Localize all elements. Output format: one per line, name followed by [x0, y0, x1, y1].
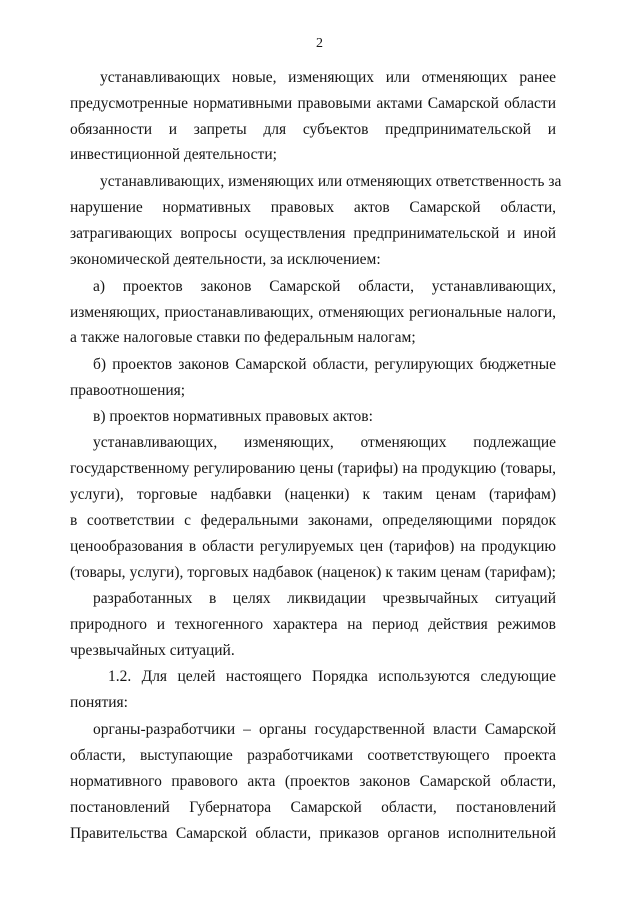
- text-line: нарушение нормативных правовых актов Самарской области,: [70, 199, 556, 216]
- text-line: разработанных в целях ликвидации чрезвычайных ситуаций: [93, 590, 556, 607]
- text-line: обязанности и запреты для субъектов предпринимательской и: [70, 121, 556, 138]
- text-line: постановлений Губернатора Самарской области, постановлений: [70, 799, 556, 816]
- page-number: 2: [316, 36, 323, 51]
- text-line: нормативного правового акта (проектов законов Самарской области,: [70, 773, 556, 790]
- text-line: в соответствии с федеральными законами, определяющими порядок: [70, 512, 556, 529]
- text-line: инвестиционной деятельности;: [70, 146, 277, 163]
- text-line: б) проектов законов Самарской области, регулирующих бюджетные: [93, 356, 556, 373]
- text-line: в) проектов нормативных правовых актов:: [93, 408, 373, 425]
- text-line: 1.2. Для целей настоящего Порядка используются следующие: [108, 668, 556, 685]
- text-line: а) проектов законов Самарской области, устанавливающих,: [93, 278, 556, 295]
- text-line: области, выступающие разработчиками соответствующего проекта: [70, 747, 556, 764]
- text-line: а также налоговые ставки по федеральным налогам;: [70, 329, 416, 346]
- text-line: ценообразования в области регулируемых цен (тарифов) на продукцию: [70, 538, 556, 555]
- text-line: устанавливающих, изменяющих или отменяющих ответственность за: [100, 173, 562, 190]
- text-line: (товары, услуги), торговых надбавок (наценок) к таким ценам (тарифам);: [70, 564, 556, 581]
- text-line: Правительства Самарской области, приказов органов исполнительной: [70, 825, 556, 842]
- text-line: изменяющих, приостанавливающих, отменяющих региональные налоги,: [70, 304, 556, 321]
- text-line: затрагивающих вопросы осуществления предпринимательской и иной: [70, 225, 556, 242]
- text-line: понятия:: [70, 694, 128, 711]
- text-line: органы-разработчики – органы государственной власти Самарской: [93, 721, 556, 738]
- text-line: природного и техногенного характера на период действия режимов: [70, 616, 556, 633]
- text-line: чрезвычайных ситуаций.: [70, 642, 235, 659]
- text-line: устанавливающих новые, изменяющих или отменяющих ранее: [100, 69, 556, 86]
- text-line: услуги), торговые надбавки (наценки) к таким ценам (тарифам): [70, 486, 556, 503]
- text-line: предусмотренные нормативными правовыми актами Самарской области: [70, 95, 556, 112]
- text-line: государственному регулированию цены (тарифы) на продукцию (товары,: [70, 460, 556, 477]
- text-line: экономической деятельности, за исключением:: [70, 251, 381, 268]
- text-line: устанавливающих, изменяющих, отменяющих подлежащие: [93, 434, 556, 451]
- text-line: правоотношения;: [70, 382, 186, 399]
